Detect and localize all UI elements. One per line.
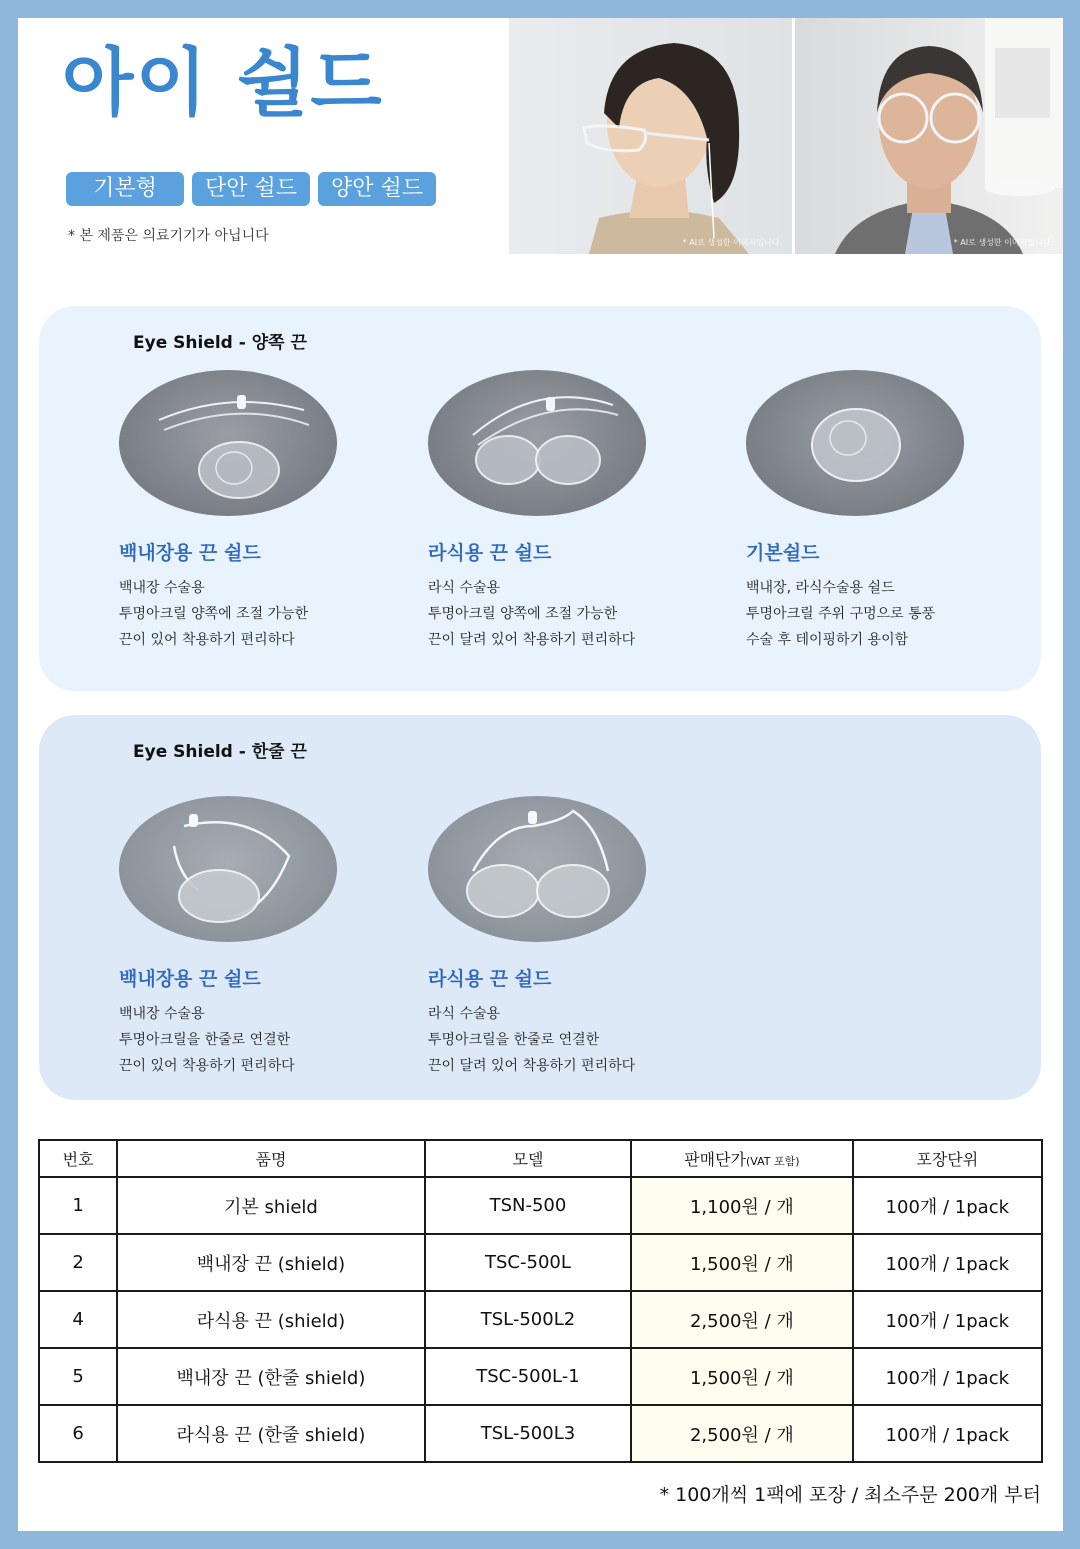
cell-unit: 100개 / 1pack	[853, 1348, 1042, 1405]
panel-single-string	[39, 715, 1041, 1100]
desc-line: 투명아크릴 양쪽에 조절 가능한	[119, 606, 309, 622]
desc-line: 끈이 달려 있어 착용하기 편리하다	[428, 632, 636, 648]
cell-price: 1,500원 / 개	[631, 1234, 852, 1291]
desc-line: 끈이 있어 착용하기 편리하다	[119, 1058, 295, 1074]
cell-no: 2	[39, 1234, 117, 1291]
product-item	[428, 796, 728, 1079]
cell-name: 라식용 끈 (한줄 shield)	[117, 1405, 425, 1462]
cataract-shield-image	[119, 370, 337, 516]
item-name: 백내장용 끈 쉴드	[119, 542, 261, 564]
col-header-name: 품명	[117, 1140, 425, 1177]
table-header-row	[39, 1140, 1042, 1177]
panel-both-strings	[39, 306, 1041, 691]
item-description	[119, 1001, 419, 1079]
cataract-single-string-image	[119, 796, 337, 942]
cell-unit: 100개 / 1pack	[853, 1234, 1042, 1291]
desc-line: 투명아크릴 주위 구멍으로 통풍	[746, 606, 936, 622]
man-illustration	[795, 18, 1063, 254]
table-row	[39, 1348, 1042, 1405]
item-description	[428, 1001, 728, 1079]
panel-title: Eye Shield - 양쪽 끈	[133, 333, 307, 353]
cell-no: 5	[39, 1348, 117, 1405]
product-sheet	[18, 18, 1063, 1531]
item-description	[746, 575, 1046, 653]
price-table	[38, 1139, 1043, 1463]
cell-name: 백내장 끈 (shield)	[117, 1234, 425, 1291]
vat-note: (VAT 포함)	[746, 1155, 800, 1168]
desc-line: 투명아크릴을 한줄로 연결한	[428, 1032, 600, 1048]
table-row	[39, 1177, 1042, 1234]
item-name: 백내장용 끈 쉴드	[119, 968, 261, 990]
item-name: 라식용 끈 쉴드	[428, 968, 552, 990]
col-header-unit: 포장단위	[853, 1140, 1042, 1177]
desc-line: 라식 수술용	[428, 1006, 501, 1022]
desc-line: 백내장 수술용	[119, 1006, 205, 1022]
cell-no: 1	[39, 1177, 117, 1234]
type-tags	[66, 172, 436, 206]
lasik-shield-image	[428, 370, 646, 516]
cell-unit: 100개 / 1pack	[853, 1405, 1042, 1462]
cell-price: 1,500원 / 개	[631, 1348, 852, 1405]
tag-double: 양안 쉴드	[318, 172, 436, 206]
desc-line: 백내장 수술용	[119, 580, 205, 596]
desc-line: 투명아크릴을 한줄로 연결한	[119, 1032, 291, 1048]
item-description	[428, 575, 728, 653]
cell-name: 기본 shield	[117, 1177, 425, 1234]
cell-model: TSL-500L3	[425, 1405, 631, 1462]
col-header-no: 번호	[39, 1140, 117, 1177]
basic-shield-image	[746, 370, 964, 516]
col-header-price	[631, 1140, 852, 1177]
panel-title: Eye Shield - 한줄 끈	[133, 742, 307, 762]
cell-model: TSN-500	[425, 1177, 631, 1234]
lasik-single-string-image	[428, 796, 646, 942]
cell-model: TSL-500L2	[425, 1291, 631, 1348]
tag-single: 단안 쉴드	[192, 172, 310, 206]
col-header-model: 모델	[425, 1140, 631, 1177]
ai-image-note-1: * AI로 생성한 이미지입니다.	[682, 238, 782, 247]
cell-price: 2,500원 / 개	[631, 1405, 852, 1462]
table-row	[39, 1405, 1042, 1462]
desc-line: 라식 수술용	[428, 580, 501, 596]
price-header-label: 판매단가	[684, 1150, 747, 1169]
cell-no: 4	[39, 1291, 117, 1348]
cell-model: TSC-500L	[425, 1234, 631, 1291]
product-item	[746, 370, 1046, 653]
desc-line: 끈이 달려 있어 착용하기 편리하다	[428, 1058, 636, 1074]
cell-no: 6	[39, 1405, 117, 1462]
cell-name: 백내장 끈 (한줄 shield)	[117, 1348, 425, 1405]
product-item	[119, 370, 419, 653]
item-name: 라식용 끈 쉴드	[428, 542, 552, 564]
disclaimer-note: * 본 제품은 의료기기가 아닙니다	[68, 228, 269, 244]
model-photo-man	[795, 18, 1063, 254]
product-item	[119, 796, 419, 1079]
cell-name: 라식용 끈 (shield)	[117, 1291, 425, 1348]
desc-line: 백내장, 라식수술용 쉴드	[746, 580, 895, 596]
item-description	[119, 575, 419, 653]
cell-unit: 100개 / 1pack	[853, 1177, 1042, 1234]
ai-image-note-2: * AI로 생성한 이미지입니다.	[953, 238, 1053, 247]
item-name: 기본쉴드	[746, 542, 820, 564]
order-note: * 100개씩 1팩에 포장 / 최소주문 200개 부터	[659, 1484, 1041, 1506]
cell-unit: 100개 / 1pack	[853, 1291, 1042, 1348]
desc-line: 투명아크릴 양쪽에 조절 가능한	[428, 606, 618, 622]
model-photo-woman	[509, 18, 792, 254]
table-row	[39, 1291, 1042, 1348]
cell-price: 2,500원 / 개	[631, 1291, 852, 1348]
cell-model: TSC-500L-1	[425, 1348, 631, 1405]
desc-line: 수술 후 테이핑하기 용이함	[746, 632, 909, 648]
woman-illustration	[509, 18, 792, 254]
product-item	[428, 370, 728, 653]
desc-line: 끈이 있어 착용하기 편리하다	[119, 632, 295, 648]
page-title: 아이 쉴드	[62, 40, 384, 126]
cell-price: 1,100원 / 개	[631, 1177, 852, 1234]
table-row	[39, 1234, 1042, 1291]
tag-basic: 기본형	[66, 172, 184, 206]
